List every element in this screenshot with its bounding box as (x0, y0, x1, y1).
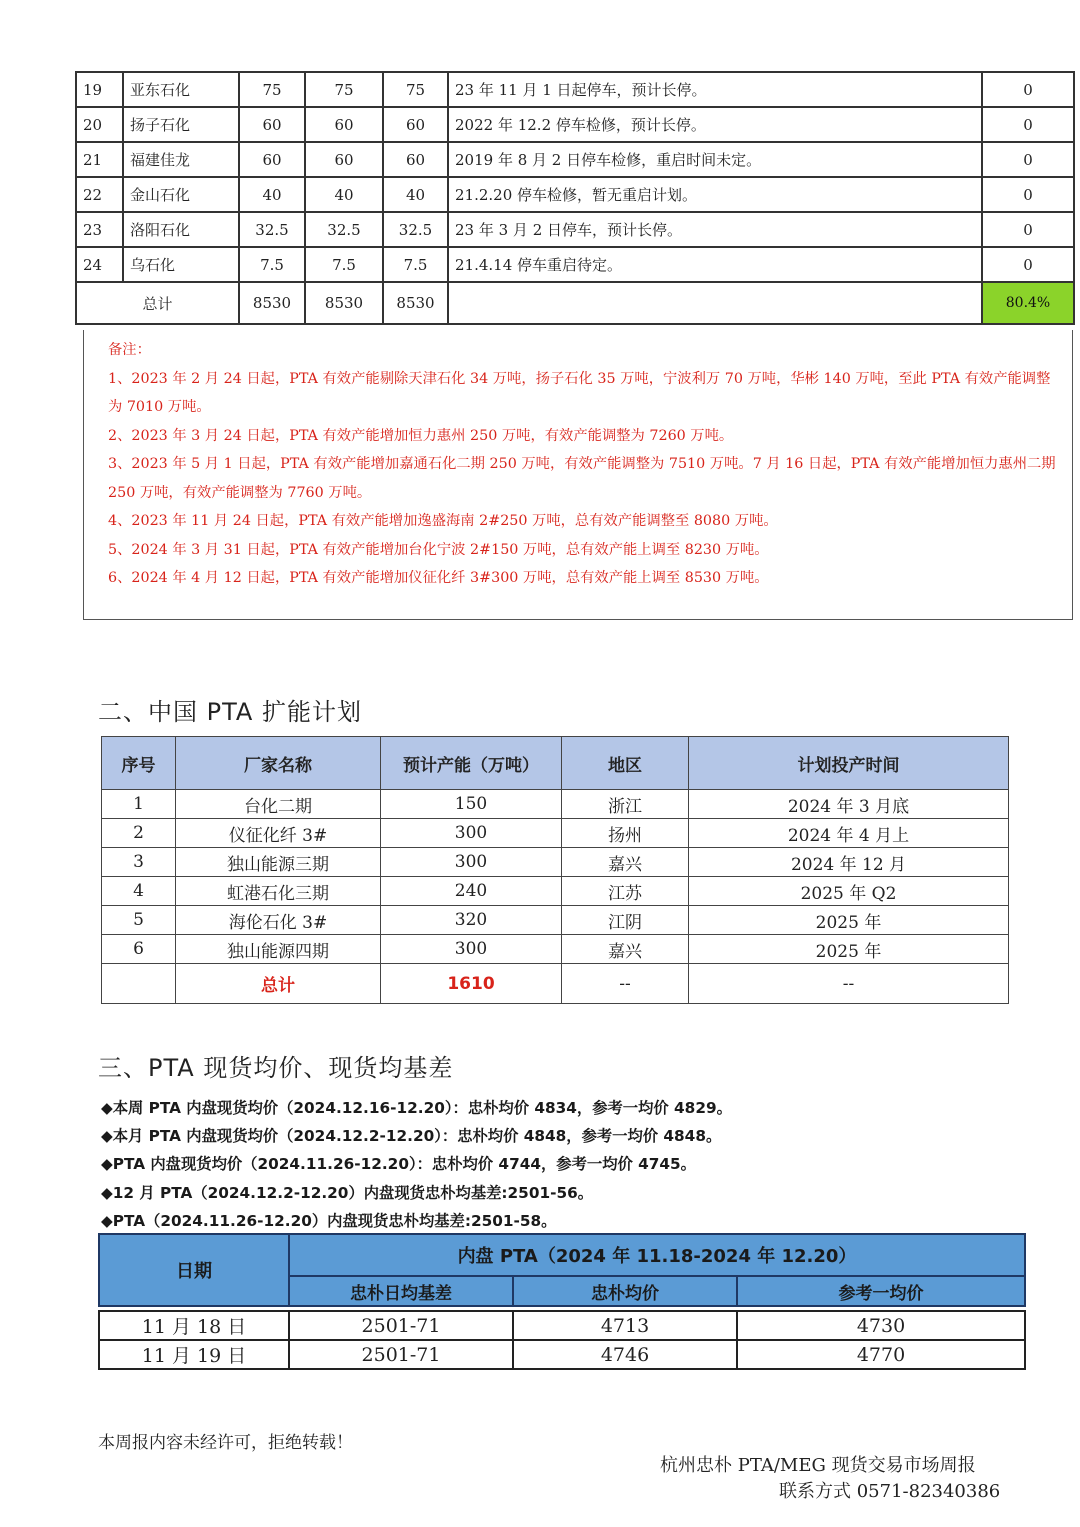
table-cell: 300 (381, 819, 562, 848)
table-cell: 仪征化纤 3# (176, 819, 381, 848)
capacity-cell: 60 (239, 107, 305, 142)
company-name: 乌石化 (123, 247, 239, 282)
capacity-cell: 60 (305, 107, 383, 142)
contact-info: 联系方式 0571-82340386 (779, 1481, 1001, 1502)
table-cell: 300 (381, 935, 562, 964)
list-item: ◆PTA 内盘现货均价（2024.11.26-12.20）：忠朴均价 4744，参考一均价 4745。 (101, 1155, 696, 1174)
total-capacity: 8530 (239, 282, 305, 324)
table-cell: 4730 (737, 1311, 1025, 1340)
price-summary-list (101, 1094, 732, 1235)
sub-header: 参考一均价 (737, 1276, 1025, 1306)
operating-rate: 0 (982, 177, 1074, 212)
table-row (76, 107, 1074, 142)
total-operating-rate: 80.4% (982, 282, 1074, 324)
table-cell: 300 (381, 848, 562, 877)
note-item: 3、2023 年 5 月 1 日起，PTA 有效产能增加嘉通石化二期 250 万吨，有效产能调整为 7510 万吨。7 月 16 日起，PTA 有效产能增加恒力惠州二期 250 万吨，有效产能调整为 7760 万吨。 (108, 456, 1056, 501)
table-cell: 2024 年 4 月上 (689, 819, 1009, 848)
list-item: ◆12 月 PTA（2024.12.2-12.20）内盘现货忠朴均基差:2501-56。 (101, 1183, 594, 1202)
table-row (99, 1340, 1025, 1369)
notes-box (83, 330, 1073, 620)
note-item: 5、2024 年 3 月 31 日起，PTA 有效产能增加台化宁波 2#150 万吨，总有效产能上调至 8230 万吨。 (108, 541, 769, 558)
table-cell: 240 (381, 877, 562, 906)
company-name: 福建佳龙 (123, 142, 239, 177)
table-cell: 2024 年 3 月底 (689, 790, 1009, 819)
table-row (76, 177, 1074, 212)
table-row (76, 72, 1074, 107)
company-name: 洛阳石化 (123, 212, 239, 247)
operating-rate: 0 (982, 142, 1074, 177)
publisher-name: 杭州忠朴 PTA/MEG 现货交易市场周报 (660, 1455, 976, 1476)
table-row (76, 247, 1074, 282)
table-cell: 台化二期 (176, 790, 381, 819)
capacity-cell: 60 (383, 107, 448, 142)
table-cell: 江阴 (562, 906, 689, 935)
capacity-cell: 7.5 (383, 247, 448, 282)
table-cell: 4 (102, 877, 176, 906)
company-name: 扬子石化 (123, 107, 239, 142)
header-cell: 计划投产时间 (689, 737, 1009, 790)
table-cell: 2025 年 Q2 (689, 877, 1009, 906)
operating-rate: 0 (982, 72, 1074, 107)
capacity-cell: 32.5 (383, 212, 448, 247)
table-header-row (102, 737, 1009, 790)
list-item: ◆本周 PTA 内盘现货均价（2024.12.16-12.20）：忠朴均价 4834，参考一均价 4829。 (101, 1099, 732, 1117)
total-label: 总计 (76, 282, 239, 324)
date-header: 日期 (99, 1234, 289, 1306)
capacity-cell: 75 (239, 72, 305, 107)
table-cell: 2025 年 (689, 906, 1009, 935)
total-cell: -- (689, 964, 1009, 1004)
table-cell: 2025 年 (689, 935, 1009, 964)
header-cell: 地区 (562, 737, 689, 790)
table-row (76, 212, 1074, 247)
table-cell: 浙江 (562, 790, 689, 819)
note-item: 1、2023 年 2 月 24 日起，PTA 有效产能剔除天津石化 34 万吨，扬子石化 35 万吨，宁波利万 70 万吨，华彬 140 万吨，至此 PTA 有效产能调整为 7010 万吨。 (108, 370, 1051, 415)
status-note: 23 年 11 月 1 日起停车，预计长停。 (448, 72, 982, 107)
capacity-cell: 7.5 (239, 247, 305, 282)
table-cell: 5 (102, 906, 176, 935)
table-row (102, 877, 1009, 906)
table-cell: 4770 (737, 1340, 1025, 1369)
capacity-cell: 60 (305, 142, 383, 177)
list-item: ◆本月 PTA 内盘现货均价（2024.12.2-12.20）：忠朴均价 4848，参考一均价 4848。 (101, 1127, 722, 1146)
table-cell: 嘉兴 (562, 848, 689, 877)
note-item: 2、2023 年 3 月 24 日起，PTA 有效产能增加恒力惠州 250 万吨，有效产能调整为 7260 万吨。 (108, 427, 734, 444)
capacity-cell: 60 (239, 142, 305, 177)
table-row (102, 848, 1009, 877)
table-cell: 2 (102, 819, 176, 848)
total-cell (102, 964, 176, 1004)
row-number: 21 (76, 142, 123, 177)
capacity-cell: 40 (305, 177, 383, 212)
table-cell: 6 (102, 935, 176, 964)
status-note: 2019 年 8 月 2 日停车检修，重启时间未定。 (448, 142, 982, 177)
table-cell: 虹港石化三期 (176, 877, 381, 906)
capacity-cell: 60 (383, 142, 448, 177)
company-name: 亚东石化 (123, 72, 239, 107)
table-cell: 独山能源三期 (176, 848, 381, 877)
table-cell: 1 (102, 790, 176, 819)
table-cell: 11 月 18 日 (99, 1311, 289, 1340)
total-capacity: 8530 (305, 282, 383, 324)
price-table-header (98, 1233, 1026, 1307)
row-number: 22 (76, 177, 123, 212)
table-cell: 扬州 (562, 819, 689, 848)
group-header: 内盘 PTA（2024 年 11.18-2024 年 12.20） (289, 1234, 1025, 1276)
header-cell: 序号 (102, 737, 176, 790)
table-cell: 江苏 (562, 877, 689, 906)
total-row (102, 964, 1009, 1004)
total-capacity: 8530 (383, 282, 448, 324)
total-cell: -- (562, 964, 689, 1004)
table-cell: 4746 (513, 1340, 737, 1369)
copyright-notice: 本周报内容未经许可，拒绝转载！ (98, 1433, 353, 1453)
notes-title: 备注： (108, 342, 151, 358)
section2-heading: 二、中国 PTA 扩能计划 (98, 698, 362, 726)
status-note: 21.4.14 停车重启待定。 (448, 247, 982, 282)
table-cell: 150 (381, 790, 562, 819)
note-item: 4、2023 年 11 月 24 日起，PTA 有效产能增加逸盛海南 2#250 万吨，总有效产能调整至 8080 万吨。 (108, 513, 778, 529)
header-cell: 预计产能（万吨） (381, 737, 562, 790)
table-row (99, 1311, 1025, 1340)
table-row (102, 819, 1009, 848)
expansion-plan-table (101, 736, 1009, 1004)
price-table (98, 1310, 1026, 1370)
capacity-cell: 40 (239, 177, 305, 212)
capacity-table (75, 71, 1075, 325)
status-note: 21.2.20 停车检修，暂无重启计划。 (448, 177, 982, 212)
row-number: 19 (76, 72, 123, 107)
table-cell: 2501-71 (289, 1311, 513, 1340)
table-row (76, 142, 1074, 177)
table-cell: 2501-71 (289, 1340, 513, 1369)
row-number: 23 (76, 212, 123, 247)
capacity-cell: 75 (305, 72, 383, 107)
company-name: 金山石化 (123, 177, 239, 212)
section3-heading: 三、PTA 现货均价、现货均基差 (98, 1054, 454, 1082)
list-item: ◆PTA（2024.11.26-12.20）内盘现货忠朴均基差:2501-58。 (101, 1211, 557, 1230)
capacity-cell: 40 (383, 177, 448, 212)
operating-rate: 0 (982, 107, 1074, 142)
table-cell: 11 月 19 日 (99, 1340, 289, 1369)
row-number: 20 (76, 107, 123, 142)
table-cell: 海伦石化 3# (176, 906, 381, 935)
capacity-cell: 7.5 (305, 247, 383, 282)
table-cell: 2024 年 12 月 (689, 848, 1009, 877)
total-row (76, 282, 1074, 324)
sub-header: 忠朴均价 (513, 1276, 737, 1306)
capacity-cell: 75 (383, 72, 448, 107)
operating-rate: 0 (982, 212, 1074, 247)
table-row (102, 790, 1009, 819)
table-row (102, 906, 1009, 935)
table-cell: 320 (381, 906, 562, 935)
status-note: 23 年 3 月 2 日停车，预计长停。 (448, 212, 982, 247)
table-cell: 3 (102, 848, 176, 877)
table-cell: 独山能源四期 (176, 935, 381, 964)
sub-header: 忠朴日均基差 (289, 1276, 513, 1306)
table-cell: 嘉兴 (562, 935, 689, 964)
operating-rate: 0 (982, 247, 1074, 282)
total-cell: 1610 (381, 964, 562, 1004)
note-item: 6、2024 年 4 月 12 日起，PTA 有效产能增加仪征化纤 3#300 万吨，总有效产能上调至 8530 万吨。 (108, 570, 769, 586)
header-cell: 厂家名称 (176, 737, 381, 790)
table-row (102, 935, 1009, 964)
status-note: 2022 年 12.2 停车检修，预计长停。 (448, 107, 982, 142)
capacity-cell: 32.5 (239, 212, 305, 247)
empty-cell (448, 282, 982, 324)
row-number: 24 (76, 247, 123, 282)
capacity-cell: 32.5 (305, 212, 383, 247)
total-cell: 总计 (176, 964, 381, 1004)
table-cell: 4713 (513, 1311, 737, 1340)
